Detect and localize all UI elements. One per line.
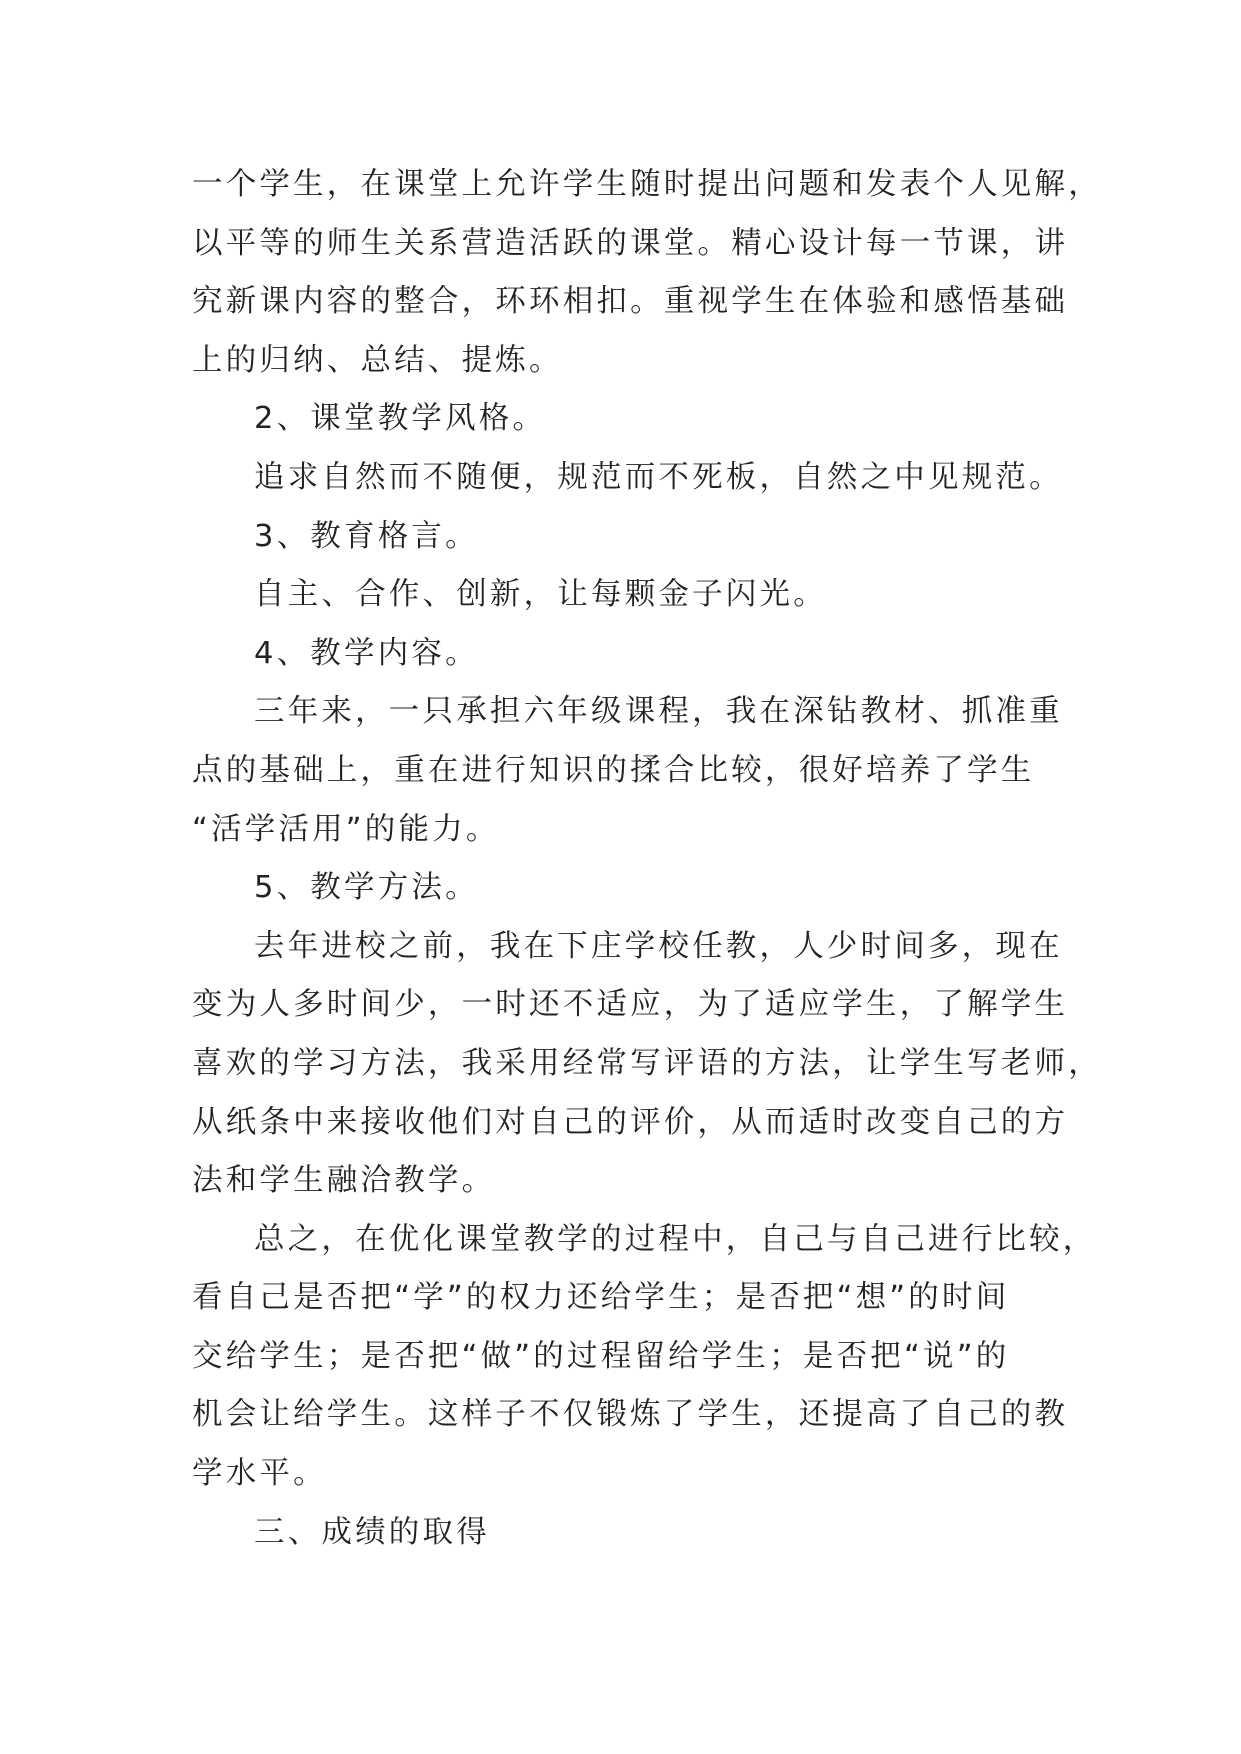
paragraph-line: 究新课内容的整合，环环相扣。重视学生在体验和感悟基础 <box>192 284 1069 320</box>
section-heading: 4、教学内容。 <box>254 635 479 671</box>
paragraph-line: 追求自然而不随便，规范而不死板，自然之中见规范。 <box>254 459 1063 495</box>
paragraph-line: 从纸条中来接收他们对自己的评价，从而适时改变自己的方 <box>192 1104 1069 1140</box>
section-heading: 3、教育格言。 <box>254 518 479 554</box>
paragraph-line: 点的基础上，重在进行知识的揉合比较，很好培养了学生 <box>192 752 1035 788</box>
paragraph-line: 法和学生融洽教学。 <box>192 1163 496 1199</box>
paragraph-line: 一个学生，在课堂上允许学生随时提出问题和发表个人见解， <box>192 167 1102 202</box>
paragraph-line: 总之，在优化课堂教学的过程中，自己与自己进行比较， <box>254 1221 1097 1257</box>
document-body <box>192 166 1102 1572</box>
section-heading: 三、成绩的取得 <box>254 1514 490 1550</box>
paragraph-line: 去年进校之前，我在下庄学校任教，人少时间多，现在 <box>254 928 1063 964</box>
paragraph-line: 变为人多时间少，一时还不适应，为了适应学生，了解学生 <box>192 987 1069 1023</box>
paragraph-line: 自主、合作、创新，让每颗金子闪光。 <box>254 577 827 613</box>
section-heading: 5、教学方法。 <box>254 870 479 906</box>
paragraph-line: “活学活用”的能力。 <box>192 811 500 847</box>
paragraph-line: 喜欢的学习方法，我采用经常写评语的方法，让学生写老师， <box>192 1045 1102 1081</box>
paragraph-line: 机会让给学生。这样子不仅锻炼了学生，还提高了自己的教 <box>192 1397 1069 1433</box>
paragraph-line: 三年来，一只承担六年级课程，我在深钻教材、抓准重 <box>254 694 1063 730</box>
paragraph-line: 上的归纳、总结、提炼。 <box>192 342 563 378</box>
paragraph-line: 交给学生；是否把“做”的过程留给学生；是否把“说”的 <box>192 1338 1010 1374</box>
paragraph-line: 以平等的师生关系营造活跃的课堂。精心设计每一节课，讲 <box>192 225 1069 261</box>
paragraph-line: 学水平。 <box>192 1456 327 1492</box>
section-heading: 2、课堂教学风格。 <box>254 401 547 437</box>
paragraph-line: 看自己是否把“学”的权力还给学生；是否把“想”的时间 <box>192 1280 1010 1316</box>
